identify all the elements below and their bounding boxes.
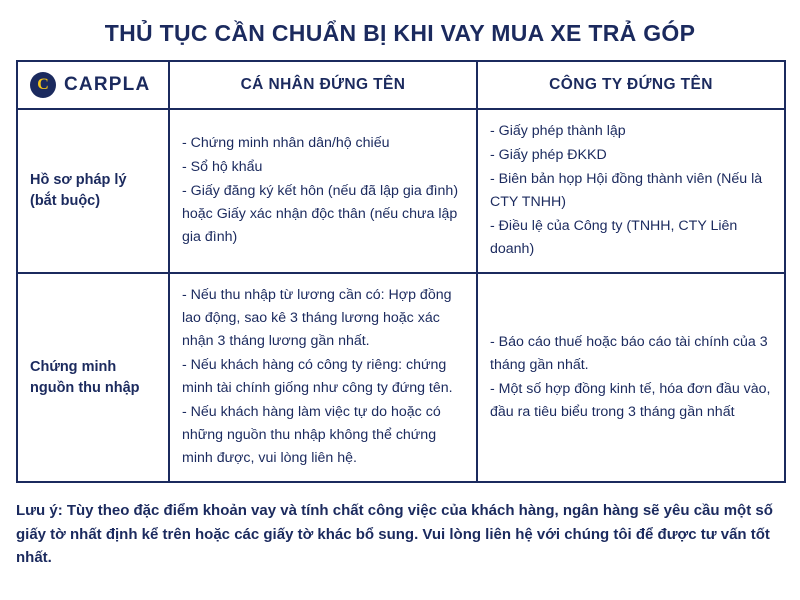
list-item: - Biên bản họp Hội đồng thành viên (Nếu là CTY TNHH) (490, 171, 763, 211)
list-item: - Điều lệ của Công ty (TNHH, CTY Liên doanh) (490, 218, 738, 258)
cell-legal-individual (169, 109, 477, 273)
table-row (17, 109, 785, 273)
footer-note: Lưu ý: Tùy theo đặc điểm khoản vay và tính chất công việc của khách hàng, ngân hàng sẽ yêu cầu một số giấy tờ nhất định kể trên hoặc các giấy tờ khác bổ sung. Vui lòng liên hệ với chúng tôi để được tư vấn tốt nhất. (16, 502, 773, 566)
brand (30, 72, 156, 98)
brand-name: CARPLA (64, 74, 151, 96)
row-label-line-1: Chứng minh (30, 358, 117, 375)
list-item: - Sổ hộ khẩu (182, 159, 263, 176)
cell-income-company (477, 273, 785, 482)
logo-letter: C (37, 76, 49, 94)
page-title: THỦ TỤC CẦN CHUẨN BỊ KHI VAY MUA XE TRẢ GÓP (104, 20, 696, 46)
list-item: - Một số hợp đồng kinh tế, hóa đơn đầu vào, đầu ra tiêu biểu trong 3 tháng gần nhất (490, 380, 771, 420)
list-item: - Chứng minh nhân dân/hộ chiếu (182, 135, 390, 152)
row-label-income-proof (17, 273, 169, 482)
list-item: - Giấy phép thành lập (490, 123, 626, 140)
list-item: - Báo cáo thuế hoặc báo cáo tài chính của 3 tháng gần nhất. (490, 333, 768, 373)
row-label-line-2: (bắt buộc) (30, 193, 101, 210)
cell-legal-company (477, 109, 785, 273)
table-row (17, 273, 785, 482)
list-item: - Nếu thu nhập từ lương cần có: Hợp đồng lao động, sao kê 3 tháng lương hoặc xác nhận 3 tháng lương gần nhất. (182, 287, 452, 350)
row-label-line-2: nguồn thu nhập (30, 379, 140, 396)
column-header-company: CÔNG TY ĐỨNG TÊN (477, 61, 785, 109)
list-item: - Nếu khách hàng làm việc tự do hoặc có những nguồn thu nhập không thể chứng minh được, vui lòng liên hệ. (182, 404, 441, 467)
row-label-line-1: Hồ sơ pháp lý (30, 172, 127, 189)
carpla-circle-logo-icon (30, 72, 56, 98)
list-item: - Giấy phép ĐKKD (490, 147, 607, 164)
list-item: - Giấy đăng ký kết hôn (nếu đã lập gia đình) hoặc Giấy xác nhận độc thân (nếu chưa lập gia đình) (182, 183, 459, 246)
brand-cell (17, 61, 169, 109)
cell-income-individual (169, 273, 477, 482)
table-header-row (17, 61, 785, 109)
row-label-legal-documents (17, 109, 169, 273)
list-item: - Nếu khách hàng có công ty riêng: chứng minh tài chính giống như công ty đứng tên. (182, 357, 453, 397)
requirements-table (16, 60, 786, 483)
column-header-individual: CÁ NHÂN ĐỨNG TÊN (169, 61, 477, 109)
